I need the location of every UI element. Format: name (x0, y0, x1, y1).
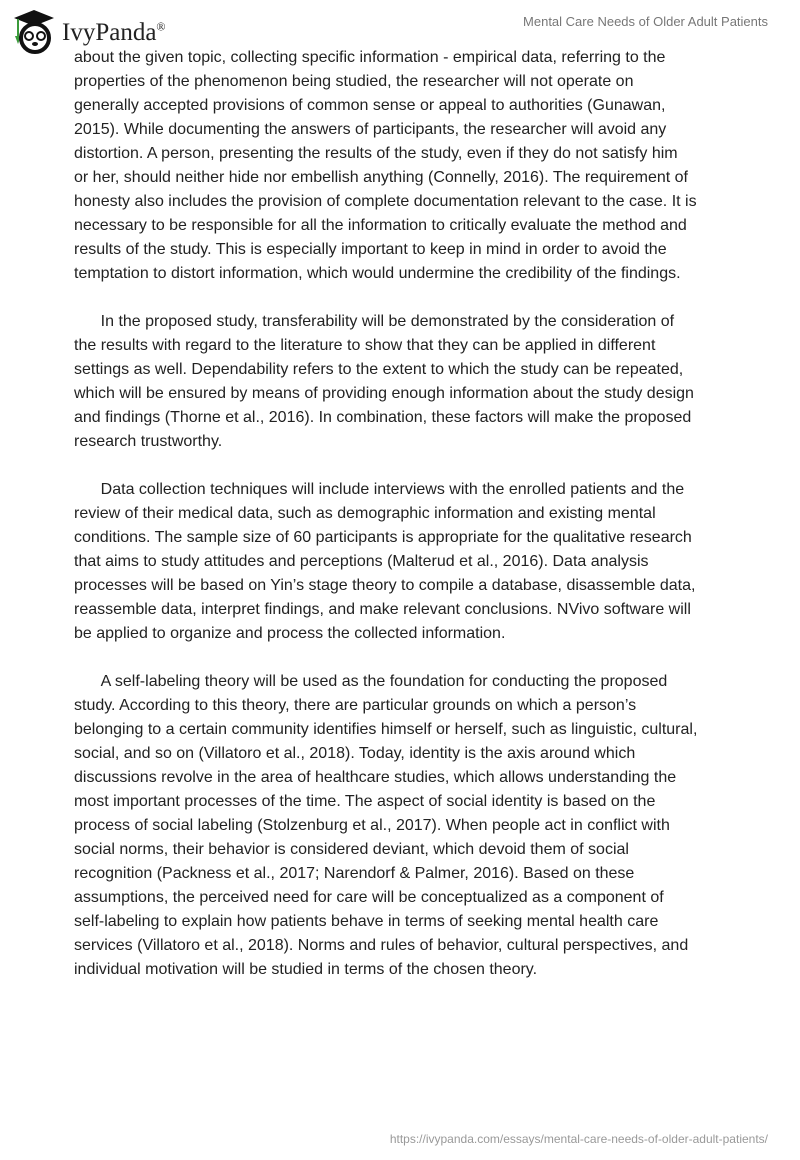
text-line: study. According to this theory, there are particular grounds on which a person’s (74, 697, 637, 714)
text-line: conditions. The sample size of 60 participants is appropriate for the qualitative research (74, 529, 692, 546)
text-line: individual motivation will be studied in terms of the chosen theory. (74, 961, 538, 978)
text-line: honesty also includes the provision of complete documentation relevant to the case. It is (74, 193, 697, 210)
text-line: assumptions, the perceived need for care will be conceptualized as a component of (74, 889, 664, 906)
text-line: which will be ensured by means of providing enough information about the study design (74, 385, 694, 402)
logo-text: IvyPanda (62, 19, 157, 46)
text-line: necessary to be responsible for all the information to critically evaluate the method and (74, 217, 687, 234)
text-line: 2015). While documenting the answers of participants, the researcher will avoid any (74, 121, 667, 138)
text-line: settings as well. Dependability refers to the extent to which the study can be repeated, (74, 361, 684, 378)
source-url[interactable]: https://ivypanda.com/essays/mental-care-needs-of-older-adult-patients/ (389, 1132, 768, 1146)
text-line: distortion. A person, presenting the results of the study, even if they do not satisfy him (74, 145, 678, 162)
text-line: about the given topic, collecting specific information - empirical data, referring to the (74, 49, 666, 66)
paragraph (74, 310, 734, 454)
text-line: discussions revolve in the area of healthcare studies, which allows understanding the (74, 769, 677, 786)
text-line: the results with regard to the literature to show that they can be applied in different (74, 337, 656, 354)
panda-graduate-icon (12, 8, 56, 54)
paragraph (74, 478, 734, 646)
text-line: A self-labeling theory will be used as the foundation for conducting the proposed (74, 673, 668, 690)
text-line: most important processes of the time. The aspect of social identity is based on the (74, 793, 656, 810)
text-line: be applied to organize and process the collected information. (74, 625, 506, 642)
essay-body (74, 46, 734, 1006)
text-line: generally accepted provisions of common sense or appeal to authorities (Gunawan, (74, 97, 666, 114)
text-line: social norms, their behavior is considered deviant, which devoid them of social (74, 841, 629, 858)
text-line: In the proposed study, transferability will be demonstrated by the consideration of (74, 313, 675, 330)
text-line: services (Villatoro et al., 2018). Norms and rules of behavior, cultural perspectives, and (74, 937, 689, 954)
registered-mark: ® (156, 19, 166, 34)
paragraph (74, 670, 734, 982)
text-line: research trustworthy. (74, 433, 223, 450)
text-line: or her, should neither hide nor embellish anything (Connelly, 2016). The requirement of (74, 169, 688, 186)
text-line: that aims to study attitudes and perceptions (Malterud et al., 2016). Data analysis (74, 553, 649, 570)
text-line: self-labeling to explain how patients behave in terms of seeking mental health care (74, 913, 659, 930)
text-line: recognition (Packness et al., 2017; Narendorf & Palmer, 2016). Based on these (74, 865, 635, 882)
text-line: Data collection techniques will include interviews with the enrolled patients and the (74, 481, 685, 498)
text-line: process of social labeling (Stolzenburg et al., 2017). When people act in conflict with (74, 817, 670, 834)
text-line: reassemble data, interpret findings, and make relevant conclusions. NVivo software will (74, 601, 691, 618)
text-line: belonging to a certain community identifies himself or herself, such as linguistic, cultural, (74, 721, 698, 738)
text-line: review of their medical data, such as demographic information and existing mental (74, 505, 656, 522)
text-line: processes will be based on Yin’s stage theory to compile a database, disassemble data, (74, 577, 696, 594)
text-line: temptation to distort information, which would undermine the credibility of the findings. (74, 265, 681, 282)
text-line: and findings (Thorne et al., 2016). In combination, these factors will make the proposed (74, 409, 692, 426)
text-line: results of the study. This is especially important to keep in mind in order to avoid the (74, 241, 667, 258)
document-title: Mental Care Needs of Older Adult Patients (523, 14, 768, 29)
text-line: properties of the phenomenon being studied, the researcher will not operate on (74, 73, 634, 90)
paragraph (74, 46, 734, 286)
text-line: social, and so on (Villatoro et al., 2018). Today, identity is the axis around which (74, 745, 636, 762)
